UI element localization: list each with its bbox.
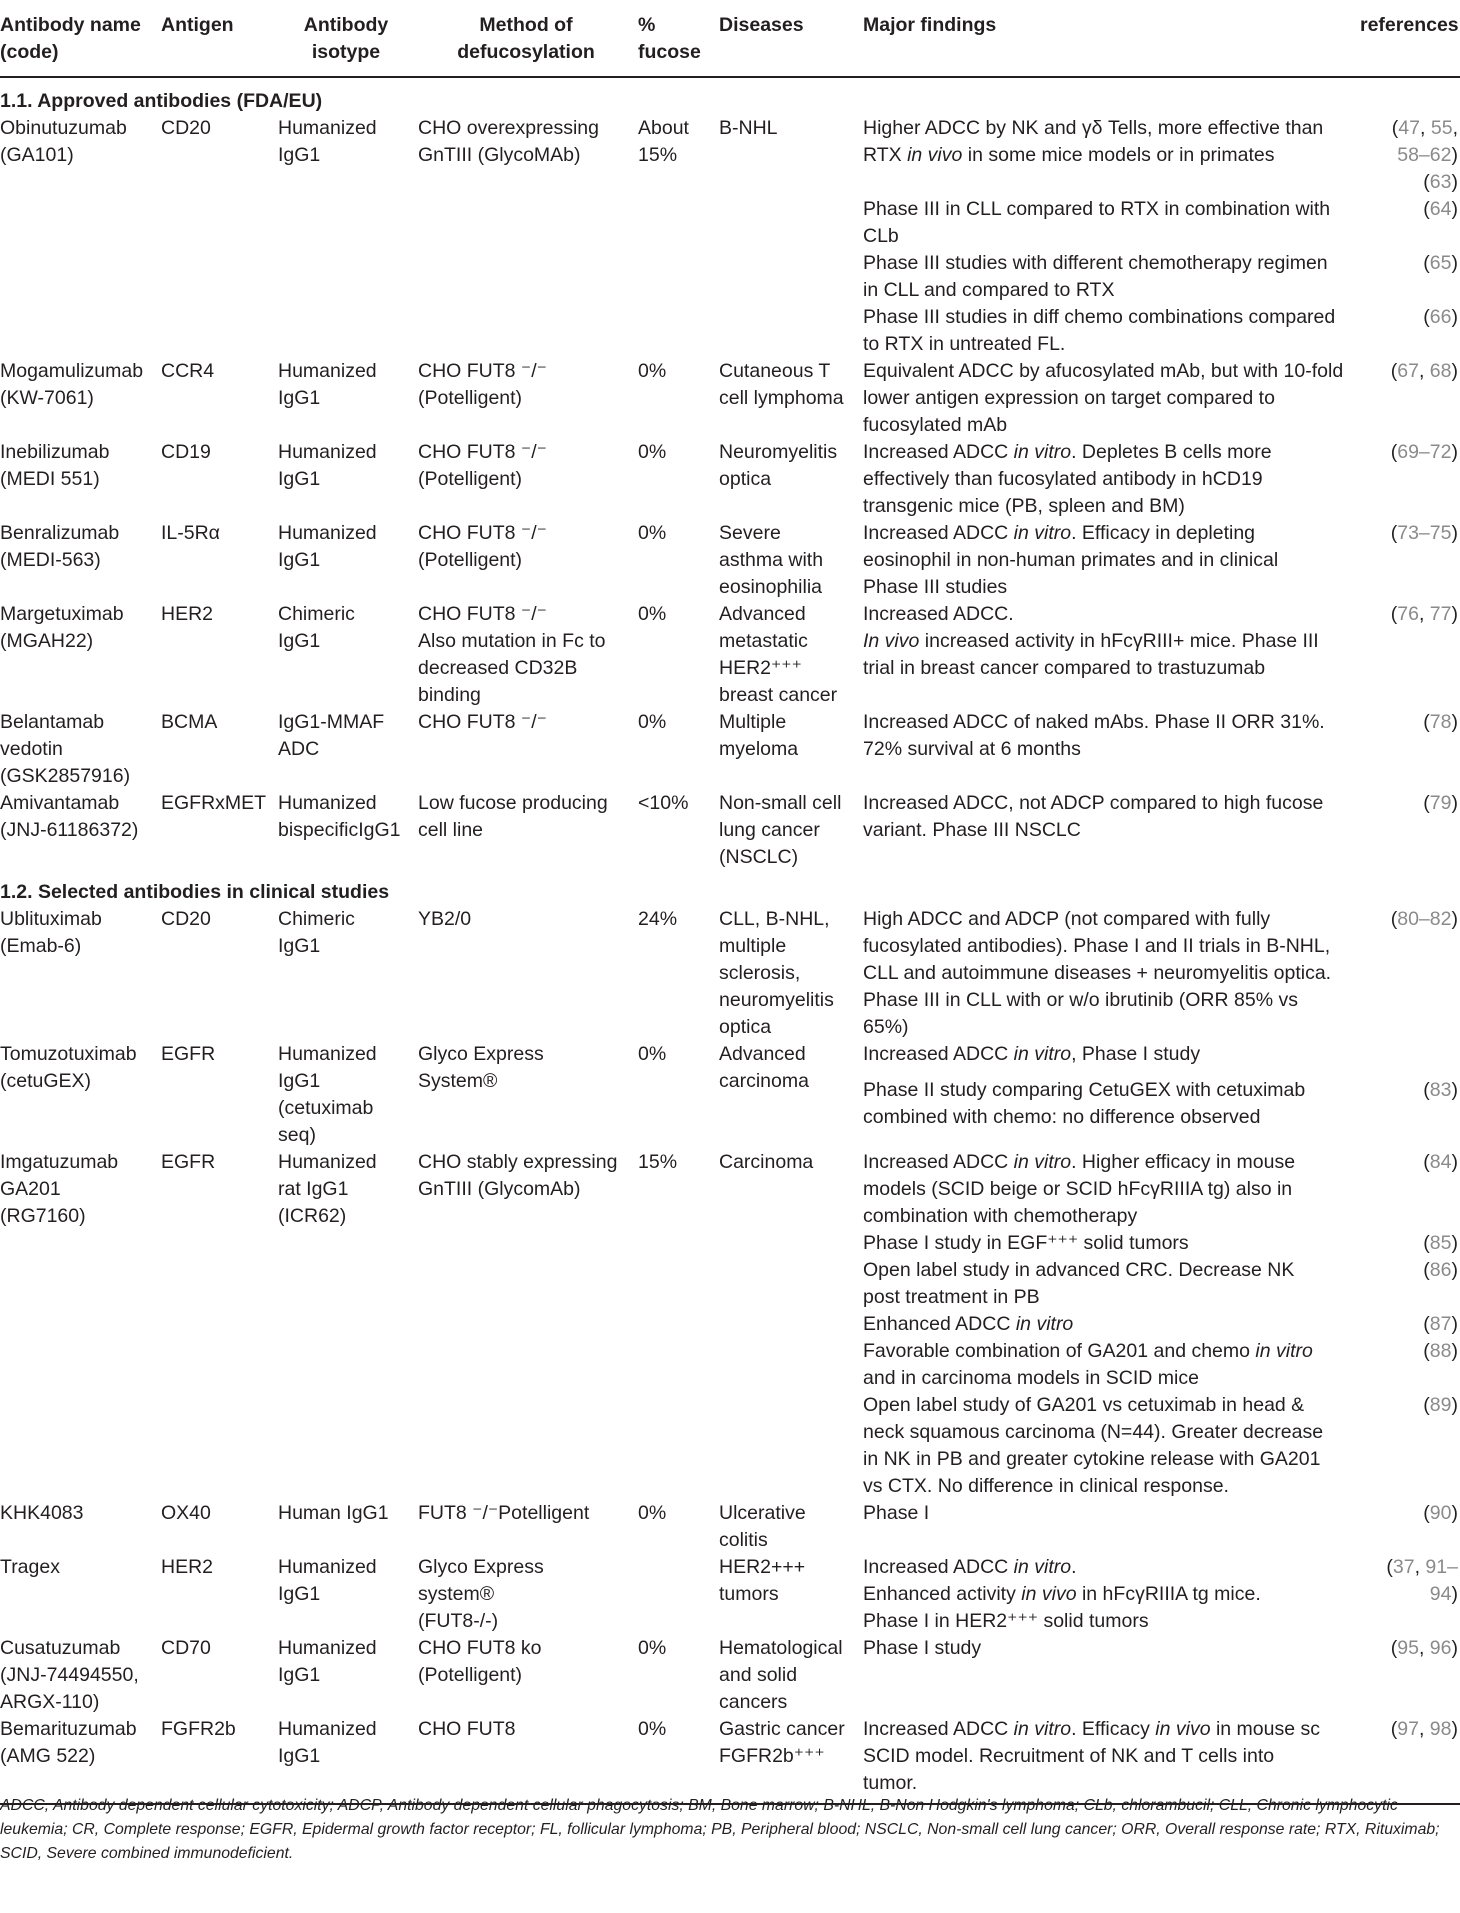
reference-cell: [1360, 1041, 1460, 1077]
findings-cell: Phase III studies in diff chemo combinations compared to RTX in untreated FL.: [863, 306, 1336, 355]
findings-cell: Phase II study comparing CetuGEX with cetuximab combined with chemo: no difference observed: [863, 1079, 1306, 1128]
reference-cell: (67, 68): [1390, 360, 1458, 382]
table-row: [0, 790, 1460, 871]
antigen-cell: CD19: [161, 441, 211, 463]
findings-cell: Increased ADCC in vitro, Phase I study: [863, 1043, 1201, 1065]
reference-cell: (47, 55, 58–62): [1391, 117, 1458, 166]
fucose-cell: [638, 1554, 719, 1635]
reference-cell: (88): [1423, 1340, 1458, 1362]
method-cell: CHO FUT8: [418, 1716, 638, 1804]
reference-cell: (79): [1423, 792, 1458, 814]
method-cell: YB2/0: [418, 908, 472, 930]
findings-cell: Increased ADCC in vitro. Efficacy in depleting eosinophil in non-human primates and in clinical Phase III studies: [863, 522, 1279, 598]
fucose-cell: 0%: [638, 1637, 667, 1659]
antigen-cell: EGFRxMET: [161, 792, 267, 814]
fucose-cell: 0%: [638, 522, 667, 544]
section-title: 1.1. Approved antibodies (FDA/EU): [0, 90, 323, 112]
antigen-cell: OX40: [161, 1502, 211, 1524]
antigen-cell: CD70: [161, 1637, 211, 1659]
method-cell: CHO FUT8 ko (Potelligent): [418, 1637, 542, 1686]
table-row: [0, 1635, 1460, 1716]
antibody-name-cell: Mogamulizumab (KW-7061): [0, 360, 144, 409]
fucose-cell: 0%: [638, 360, 667, 382]
antigen-cell: CCR4: [161, 360, 215, 382]
antibody-name-cell: Benralizumab (MEDI-563): [0, 522, 120, 571]
findings-cell: Higher ADCC by NK and γδ Tells, more effective than RTX in vivo in some mice models or in primates: [863, 117, 1324, 166]
disease-cell: Multiple myeloma: [719, 711, 799, 760]
fucose-cell: 0%: [638, 603, 667, 625]
reference-cell: (65): [1423, 252, 1458, 274]
header-row: [0, 0, 1460, 77]
reference-cell: (37, 91–94): [1386, 1556, 1458, 1605]
antigen-cell: HER2: [161, 603, 214, 625]
section-header-row: [0, 77, 1460, 115]
reference-cell: (89): [1423, 1394, 1458, 1416]
table-body: [0, 77, 1460, 1804]
disease-cell: B-NHL: [719, 117, 778, 139]
antigen-cell: IL-5Rα: [161, 522, 220, 544]
fucose-cell: 0%: [638, 1502, 667, 1524]
antigen-cell: FGFR2b: [161, 1716, 278, 1804]
antibody-name-cell: Amivantamab (JNJ-61186372): [0, 792, 139, 841]
isotype-cell: Humanized IgG1: [278, 1716, 418, 1804]
table-row: [0, 601, 1460, 709]
findings-cell: Increased ADCC. In vivo increased activity in hFcγRIII+ mice. Phase III trial in breast cancer compared to trastuzumab: [863, 603, 1319, 679]
reference-cell: (97, 98): [1360, 1716, 1460, 1804]
antibody-name-cell: Inebilizumab (MEDI 551): [0, 441, 110, 490]
findings-cell: Increased ADCC of naked mAbs. Phase II ORR 31%. 72% survival at 6 months: [863, 711, 1325, 760]
col-header-diseases: Diseases: [719, 0, 863, 77]
reference-cell: (90): [1423, 1502, 1458, 1524]
isotype-cell: Humanized IgG1: [278, 441, 377, 490]
reference-cell: (84): [1423, 1151, 1458, 1173]
reference-cell: (76, 77): [1390, 603, 1458, 625]
findings-cell: Open label study of GA201 vs cetuximab in head & neck squamous carcinoma (N=44). Greater decrease in NK in PB and greater cytokine release with GA201 vs CTX. No difference in clinical response.: [863, 1394, 1324, 1497]
antibody-name-cell: Obinutuzumab (GA101): [0, 117, 127, 166]
reference-cell: (87): [1423, 1313, 1458, 1335]
table-footnote: ADCC, Antibody dependent cellular cytotoxicity; ADCP, Antibody dependent cellular phagocytosis; BM, Bone marrow; B-NHL, B-Non Hodgkin's lymphoma; CLb, chlorambucil; CLL, Chronic lymphocytic leukemia; CR, Complete response; EGFR, Epidermal growth factor receptor; FL, follicular lymphoma; PB, Peripheral blood; NSCLC, Non-small cell lung cancer; ORR, Overall response rate; RTX, Rituximab; SCID, Severe combined immunodeficient.: [0, 1797, 1440, 1862]
fucose-cell: About 15%: [638, 117, 689, 166]
antigen-cell: HER2: [161, 1556, 214, 1578]
method-cell: CHO FUT8 ⁻/⁻ (Potelligent): [418, 360, 547, 409]
findings-cell: Phase I: [863, 1502, 930, 1524]
antigen-cell: EGFR: [161, 1151, 216, 1173]
method-cell: Low fucose producing cell line: [418, 792, 608, 841]
findings-cell: Increased ADCC, not ADCP compared to high fucose variant. Phase III NSCLC: [863, 792, 1324, 841]
table-row: [0, 906, 1460, 1041]
fucose-cell: <10%: [638, 792, 689, 814]
findings-cell: Open label study in advanced CRC. Decrease NK post treatment in PB: [863, 1259, 1295, 1308]
disease-cell: HER2+++ tumors: [719, 1556, 806, 1605]
disease-cell: Non-small cell lung cancer (NSCLC): [719, 792, 842, 868]
reference-cell: (69–72): [1390, 441, 1458, 463]
antibody-name-cell: Belantamab vedotin (GSK2857916): [0, 711, 131, 787]
section-title: 1.2. Selected antibodies in clinical studies: [0, 881, 390, 903]
isotype-cell: Humanized IgG1: [278, 522, 377, 571]
disease-cell: CLL, B-NHL, multiple sclerosis, neuromyelitis optica: [719, 908, 834, 1038]
table-row: [0, 439, 1460, 520]
findings-cell: Phase I study in EGF⁺⁺⁺ solid tumors: [863, 1232, 1189, 1254]
reference-cell: (73–75): [1390, 522, 1458, 544]
disease-cell: Advanced metastatic HER2⁺⁺⁺ breast cancer: [719, 603, 838, 706]
antigen-cell: EGFR: [161, 1043, 216, 1065]
table-row: [0, 1716, 1460, 1804]
method-cell: Glyco Express System®: [418, 1043, 544, 1092]
reference-cell: (64): [1423, 198, 1458, 220]
antibody-name-cell: Cusatuzumab (JNJ-74494550, ARGX-110): [0, 1637, 139, 1713]
disease-cell: Gastric cancer FGFR2b⁺⁺⁺: [719, 1716, 863, 1804]
findings-cell: Phase I study: [863, 1637, 982, 1659]
isotype-cell: Humanized IgG1: [278, 360, 377, 409]
table-row: [0, 520, 1460, 601]
disease-cell: Ulcerative colitis: [719, 1502, 806, 1551]
table-row: [0, 1500, 1460, 1554]
antibody-name-cell: Bemarituzumab (AMG 522): [0, 1716, 161, 1804]
col-header-references: references: [1360, 0, 1460, 77]
antibody-name-cell: Margetuximab (MGAH22): [0, 603, 124, 652]
findings-cell: Increased ADCC in vitro. Depletes B cells more effectively than fucosylated antibody in hCD19 transgenic mice (PB, spleen and BM): [863, 441, 1272, 517]
fucose-cell: 0%: [638, 1043, 667, 1065]
method-cell: CHO FUT8 ⁻/⁻ Also mutation in Fc to decreased CD32B binding: [418, 603, 606, 706]
reference-cell: (80–82): [1390, 908, 1458, 930]
reference-cell: (95, 96): [1390, 1637, 1458, 1659]
col-header-findings: Major findings: [863, 0, 1360, 77]
method-cell: CHO FUT8 ⁻/⁻: [418, 711, 547, 733]
antibody-name-cell: Tragex: [0, 1556, 60, 1578]
reference-cell: (78): [1423, 711, 1458, 733]
antibody-name-cell: Ublituximab (Emab-6): [0, 908, 102, 957]
method-cell: FUT8 ⁻/⁻Potelligent: [418, 1502, 590, 1524]
fucose-cell: 0%: [638, 711, 667, 733]
isotype-cell: Humanized IgG1: [278, 1637, 377, 1686]
findings-cell: Enhanced ADCC in vitro: [863, 1313, 1074, 1335]
isotype-cell: Humanized rat IgG1 (ICR62): [278, 1151, 377, 1227]
method-cell: CHO FUT8 ⁻/⁻ (Potelligent): [418, 441, 547, 490]
table-row: [0, 358, 1460, 439]
findings-cell: Increased ADCC in vitro. Higher efficacy in mouse models (SCID beige or SCID hFcγRIIIA tg) also in combination with chemotherapy: [863, 1151, 1296, 1227]
fucose-cell: 24%: [638, 908, 678, 930]
findings-cell: Phase III in CLL compared to RTX in combination with CLb: [863, 198, 1331, 247]
col-header-isotype: Antibody isotype: [278, 0, 418, 77]
antibody-name-cell: Tomuzotuximab (cetuGEX): [0, 1043, 137, 1092]
findings-cell: Increased ADCC in vitro. Efficacy in vivo in mouse sc SCID model. Recruitment of NK and T cells into tumor.: [863, 1716, 1360, 1804]
reference-cell: (85): [1423, 1232, 1458, 1254]
disease-cell: Severe asthma with eosinophilia: [719, 522, 824, 598]
col-header-fucose: % fucose: [638, 0, 719, 77]
table-row: [0, 709, 1460, 790]
isotype-cell: Humanized IgG1 (cetuximab seq): [278, 1043, 377, 1146]
disease-cell: Neuromyelitis optica: [719, 441, 838, 490]
col-header-antigen: Antigen: [161, 0, 278, 77]
reference-cell: (63): [1423, 171, 1458, 193]
fucose-cell: 15%: [638, 1151, 678, 1173]
isotype-cell: Human IgG1: [278, 1502, 389, 1524]
isotype-cell: IgG1-MMAF ADC: [278, 711, 385, 760]
table-row: [0, 115, 1460, 169]
isotype-cell: Humanized IgG1: [278, 1556, 377, 1605]
reference-cell: (86): [1423, 1259, 1458, 1281]
fucose-cell: 0%: [638, 1716, 719, 1804]
section-header-row: [0, 871, 1460, 906]
antigen-cell: BCMA: [161, 711, 218, 733]
isotype-cell: Humanized bispecificIgG1: [278, 792, 401, 841]
disease-cell: Carcinoma: [719, 1151, 814, 1173]
disease-cell: Advanced carcinoma: [719, 1043, 809, 1092]
table-row: [0, 1041, 1460, 1077]
fucose-cell: 0%: [638, 441, 667, 463]
findings-cell: Phase III studies with different chemotherapy regimen in CLL and compared to RTX: [863, 252, 1328, 301]
col-header-method: Method of defucosylation: [418, 0, 638, 77]
table-row: [0, 1554, 1460, 1635]
method-cell: CHO overexpressing GnTIII (GlycoMAb): [418, 117, 599, 166]
method-cell: Glyco Express system® (FUT8-/-): [418, 1556, 544, 1632]
isotype-cell: Humanized IgG1: [278, 117, 377, 166]
reference-cell: (66): [1423, 306, 1458, 328]
disease-cell: Cutaneous T cell lymphoma: [719, 360, 844, 409]
method-cell: CHO stably expressing GnTIII (GlycomAb): [418, 1151, 618, 1200]
isotype-cell: Chimeric IgG1: [278, 908, 355, 957]
isotype-cell: Chimeric IgG1: [278, 603, 355, 652]
disease-cell: Hematological and solid cancers: [719, 1637, 843, 1713]
antibody-name-cell: Imgatuzumab GA201 (RG7160): [0, 1151, 119, 1227]
col-header-antibody-name: Antibody name (code): [0, 0, 161, 77]
findings-cell: Favorable combination of GA201 and chemo in vitro and in carcinoma models in SCID mice: [863, 1340, 1313, 1389]
reference-cell: (83): [1423, 1079, 1458, 1101]
antigen-cell: CD20: [161, 117, 211, 139]
findings-cell: Increased ADCC in vitro. Enhanced activity in vivo in hFcγRIIIA tg mice. Phase I in HER2⁺⁺⁺ solid tumors: [863, 1556, 1261, 1632]
table-row: [0, 1149, 1460, 1230]
method-cell: CHO FUT8 ⁻/⁻ (Potelligent): [418, 522, 547, 571]
findings-cell: Equivalent ADCC by afucosylated mAb, but with 10-fold lower antigen expression on target compared to fucosylated mAb: [863, 360, 1344, 436]
antibody-name-cell: KHK4083: [0, 1502, 84, 1524]
findings-cell: [863, 169, 1360, 196]
antigen-cell: CD20: [161, 908, 211, 930]
findings-cell: High ADCC and ADCP (not compared with fully fucosylated antibodies). Phase I and II trials in B-NHL, CLL and autoimmune diseases + neuromyelitis optica. Phase III in CLL with or w/o ibrutinib (ORR 85% vs 65%): [863, 908, 1332, 1038]
